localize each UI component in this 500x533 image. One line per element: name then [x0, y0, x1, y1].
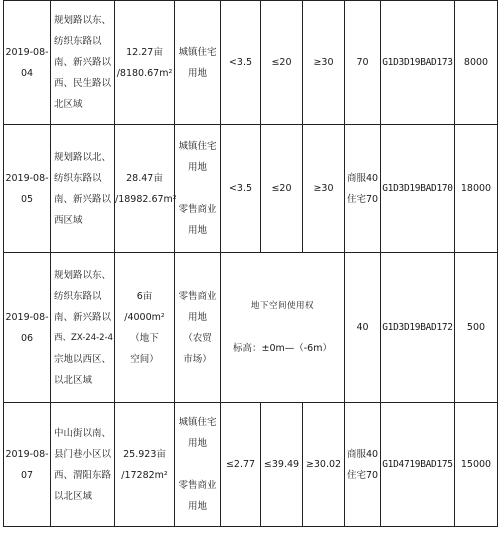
land-use-text: 城镇住宅: [178, 141, 217, 152]
location-text: 南、新兴路以: [54, 311, 112, 323]
date-text: 2019-08-: [5, 172, 49, 184]
location-text: 县门巷小区以: [54, 448, 112, 460]
area-cell: [115, 253, 175, 403]
location-text: 西、民生路以: [54, 78, 112, 89]
location-cell: [51, 403, 115, 527]
plot-ratio-cell: <3.5: [221, 125, 261, 253]
area-text: /17282m²: [121, 469, 168, 481]
density-cell: ≤39.49: [261, 403, 303, 527]
land-use-text: 用地: [187, 438, 207, 449]
table-row: [4, 403, 498, 527]
location-cell: [51, 1, 115, 125]
table-row: [4, 125, 498, 253]
area-text: /4000m²: [124, 311, 165, 323]
location-cell: [51, 253, 115, 403]
term-years-text: 住宅70: [346, 193, 379, 205]
area-text: /18982.67m²: [115, 193, 177, 205]
green-ratio-cell: ≥30.02: [303, 403, 345, 527]
price-cell: 15000: [455, 403, 498, 527]
date-text: 07: [20, 469, 34, 481]
parcel-code-cell: G1D4719BAD175: [381, 403, 455, 527]
green-ratio-cell: ≥30: [303, 1, 345, 125]
term-years-cell: [345, 403, 381, 527]
location-text: 规划路以东、: [54, 15, 112, 26]
area-text: 空间）: [130, 353, 159, 365]
land-use-cell: [175, 403, 221, 527]
location-text: 宗地以西区、: [54, 353, 112, 365]
parcel-code-cell: G1D3D19BAD170: [381, 125, 455, 253]
land-use-text: 用地: [187, 162, 207, 173]
date-text: 05: [20, 193, 34, 205]
date-text: 2019-08-: [5, 46, 49, 58]
location-text: 规划路以北、: [54, 151, 112, 163]
term-years-cell: 40: [345, 253, 381, 403]
land-use-text: 零售商业: [178, 480, 217, 491]
area-cell: [115, 403, 175, 527]
green-ratio-cell: ≥30: [303, 125, 345, 253]
price-cell: 500: [455, 253, 498, 403]
location-text: 以北区域: [54, 490, 93, 502]
location-text: 西、渭阳东路: [54, 469, 112, 481]
area-text: （地下: [130, 332, 159, 344]
area-cell: [115, 125, 175, 253]
parcel-code-cell: G1D3D19BAD173: [381, 1, 455, 125]
underground-space-cell: [221, 253, 345, 403]
area-text: /8180.67m²: [116, 67, 173, 79]
area-text: 12.27亩: [126, 46, 163, 58]
density-cell: ≤20: [261, 125, 303, 253]
location-text: 西、ZX-24-2-4: [54, 332, 114, 343]
location-text: 南、新兴路以: [54, 57, 112, 68]
location-text: 西区域: [54, 214, 83, 226]
spacer: [221, 317, 344, 338]
land-use-cell: [175, 1, 221, 125]
location-cell: [51, 125, 115, 253]
date-text: 2019-08-: [5, 448, 49, 460]
land-use-text: 用地: [187, 225, 207, 236]
date-cell: [4, 253, 51, 403]
location-text: 规划路以东、: [54, 269, 112, 281]
date-cell: [4, 403, 51, 527]
term-years-text: 住宅70: [346, 469, 379, 481]
term-years-cell: [345, 125, 381, 253]
land-use-text: 城镇住宅: [178, 46, 217, 58]
location-text: 纺织东路以: [54, 172, 102, 184]
location-text: 中山街以南、: [54, 427, 112, 439]
date-text: 2019-08-: [5, 311, 49, 323]
term-years-cell: 70: [345, 1, 381, 125]
table-row: [4, 253, 498, 403]
date-text: 06: [20, 332, 34, 344]
spacer: [175, 454, 220, 475]
land-use-text: 零售商业: [178, 204, 217, 215]
location-text: 纺织东路以: [54, 290, 102, 302]
land-use-text: （农贸: [183, 332, 212, 344]
land-use-text: 用地: [187, 67, 207, 79]
table-row: [4, 1, 498, 125]
term-years-text: 商服40: [346, 172, 379, 184]
date-text: 04: [20, 67, 34, 79]
density-cell: ≤20: [261, 1, 303, 125]
land-auction-table: [3, 0, 498, 527]
plot-ratio-cell: ≤2.77: [221, 403, 261, 527]
land-use-cell: [175, 253, 221, 403]
land-use-text: 用地: [187, 501, 207, 512]
underground-right-text: 地下空间使用权: [250, 301, 314, 311]
land-use-text: 市场）: [183, 353, 212, 365]
area-text: 28.47亩: [126, 172, 163, 184]
price-cell: 18000: [455, 125, 498, 253]
land-use-text: 城镇住宅: [178, 417, 217, 428]
elevation-text: 标高：±0m—（-6m）: [233, 343, 332, 354]
land-use-text: 零售商业: [178, 290, 217, 302]
location-text: 纺织东路以: [54, 36, 102, 47]
date-cell: [4, 125, 51, 253]
location-text: 北区域: [54, 99, 83, 110]
land-use-cell: [175, 125, 221, 253]
plot-ratio-cell: <3.5: [221, 1, 261, 125]
land-use-text: 用地: [187, 311, 207, 323]
area-cell: [115, 1, 175, 125]
spacer: [175, 178, 220, 199]
location-text: 以北区域: [54, 374, 93, 386]
parcel-code-cell: G1D3D19BAD172: [381, 253, 455, 403]
price-cell: 8000: [455, 1, 498, 125]
location-text: 南、新兴路以: [54, 193, 112, 205]
term-years-text: 商服40: [346, 448, 379, 460]
area-text: 25.923亩: [123, 448, 166, 460]
area-text: 6亩: [136, 290, 153, 302]
date-cell: [4, 1, 51, 125]
